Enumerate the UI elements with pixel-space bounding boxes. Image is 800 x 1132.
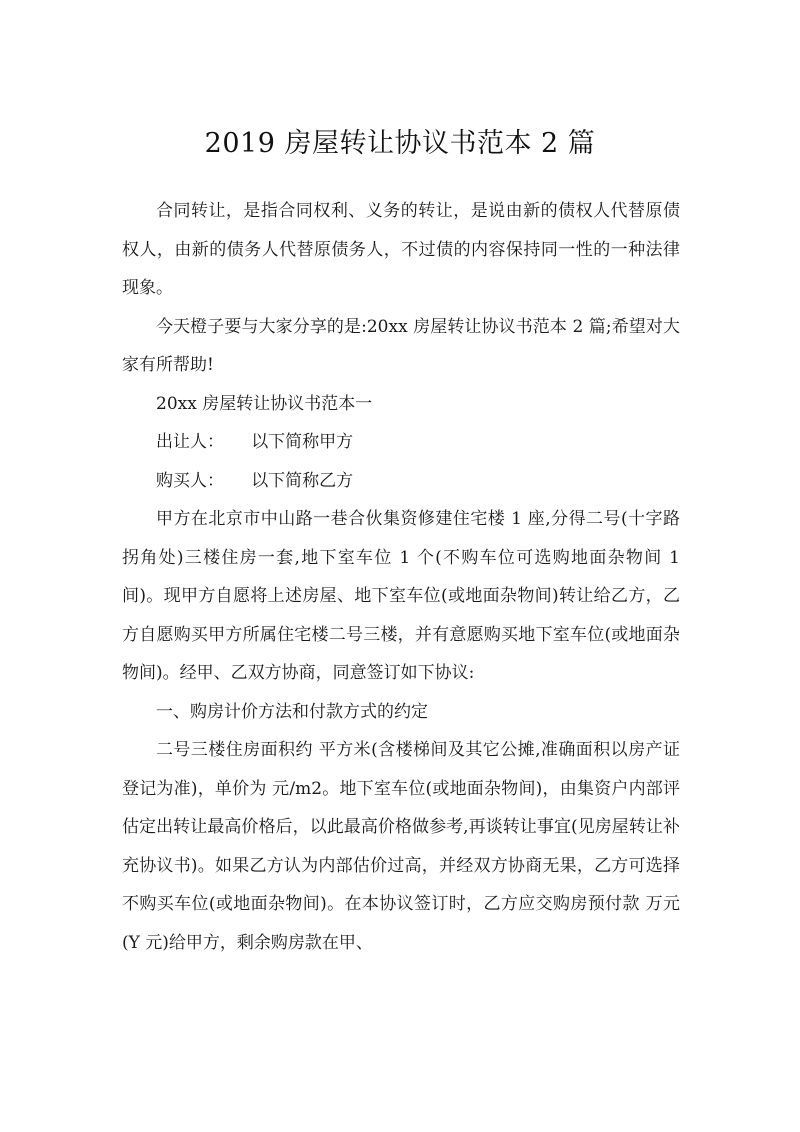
paragraph-pricing: 二号三楼住房面积约 平方米(含楼梯间及其它公摊,准确面积以房产证登记为准)，单价为 元/m2。地下室车位(或地面杂物间)，由集资户内部评估定出转让最高价格后，以此最高价格做参考,再谈转让事宜(见房屋转让补充协议书)。如果乙方认为内部估价过高，并经双方协商无果，乙方可选择不购买车位(或地面杂物间)。在本协议签订时，乙方应交购房预付款 万元(Y 元)给甲方，剩余购房款在甲、 [122, 740, 680, 953]
section-heading-1: 一、购房计价方法和付款方式的约定 [156, 701, 428, 722]
party-buyer-label: 购买人： [156, 470, 224, 491]
paragraph-share: 今天橙子要与大家分享的是:20xx 房屋转让协议书范本 2 篇;希望对大家有所帮助! [122, 316, 680, 375]
party-seller-label: 出让人： [156, 432, 224, 452]
paragraph-subtitle: 20xx 房屋转让协议书范本一 [156, 393, 373, 414]
party-buyer-value: 以下简称乙方 [251, 470, 354, 491]
document-body [122, 192, 680, 962]
party-seller [122, 423, 680, 462]
party-buyer [122, 462, 680, 501]
document-title: 2019 房屋转让协议书范本 2 篇 [204, 128, 596, 159]
paragraph-property: 甲方在北京市中山路一巷合伙集资修建住宅楼 1 座,分得二号(十字路拐角处)三楼住房一套,地下室车位 1 个(不购车位可选购地面杂物间 1 间)。现甲方自愿将上述房屋、地下室车位(或地面杂物间)转让给乙方，乙方自愿购买甲方所属住宅楼二号三楼，并有意愿购买地下室车位(或地面杂物间)。经甲、乙双方协商，同意签订如下协议: [122, 509, 680, 683]
paragraph-intro: 合同转让，是指合同权利、义务的转让，是说由新的债权人代替原债权人，由新的债务人代替原债务人，不过债的内容保持同一性的一种法律现象。 [122, 201, 680, 298]
party-seller-value: 以下简称甲方 [251, 432, 354, 452]
